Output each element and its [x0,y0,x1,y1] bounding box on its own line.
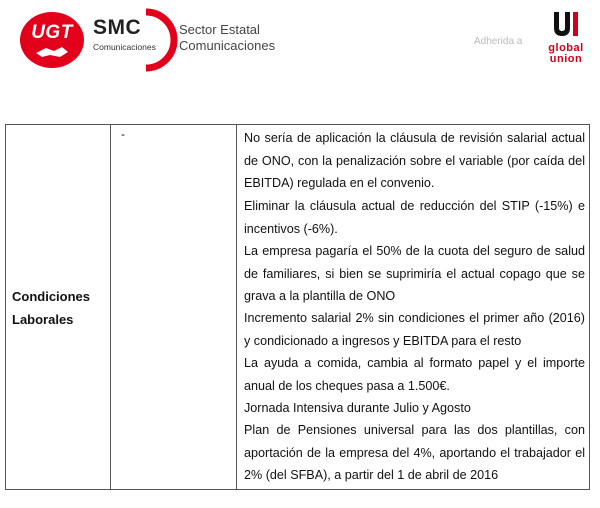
label-cell [6,125,111,489]
row-label-line-2: Laborales [12,312,74,327]
middle-cell [111,125,237,489]
sector-line-2: Comunicaciones [179,38,276,53]
paragraph-seguro: La empresa pagaría el 50% de la cuota del seguro de salud de familiares, si bien se suprimiría el actual copago que se grava a la plantilla de ONO [244,244,585,303]
middle-cell-dash: - [121,127,125,141]
paragraph-pensiones: Plan de Pensiones universal para las dos plantillas, con aportación de la empresa del 4%, aportando el trabajador el 2% (del SFBA), a partir del 1 de abril de 2016 [244,423,585,482]
handshake-icon [34,45,70,59]
global-union-logo [546,10,586,65]
ugt-logo-text: UGT [31,22,73,43]
smc-arc-icon [140,8,180,72]
adherida-label: Adherida a [474,36,523,47]
paragraph-stip: Eliminar la cláusula actual de reducción del STIP (-15%) e incentivos (-6%). [244,199,585,236]
sector-line-1: Sector Estatal [179,22,260,37]
paragraph-jornada: Jornada Intensiva durante Julio y Agosto [244,401,471,415]
row-label-line-1: Condiciones [12,289,91,304]
row-label [12,285,107,331]
ugt-logo [20,12,84,68]
paragraph-onocl: No sería de aplicación la cláusula de revisión salarial actual de ONO, con la penalización sobre el variable (por caída del EBITDA) regulada en el convenio. [244,131,585,190]
page-header [0,0,600,80]
paragraph-incremento: Incremento salarial 2% sin condiciones el primer año (2016) y condicionado a ingresos y EBITDA para el resto [244,311,585,348]
smc-subtitle: Comunicaciones [93,42,156,52]
sector-title [179,22,275,54]
global-union-line-2: union [549,53,583,65]
global-union-line-1: global [548,42,584,54]
uni-mark-icon [551,10,581,38]
conditions-table [5,124,590,490]
smc-title: SMC [93,16,142,39]
content-cell [237,125,589,489]
paragraph-ayuda-comida: La ayuda a comida, cambia al formato papel y el importe anual de los cheques pasa a 1.500€. [244,356,585,393]
